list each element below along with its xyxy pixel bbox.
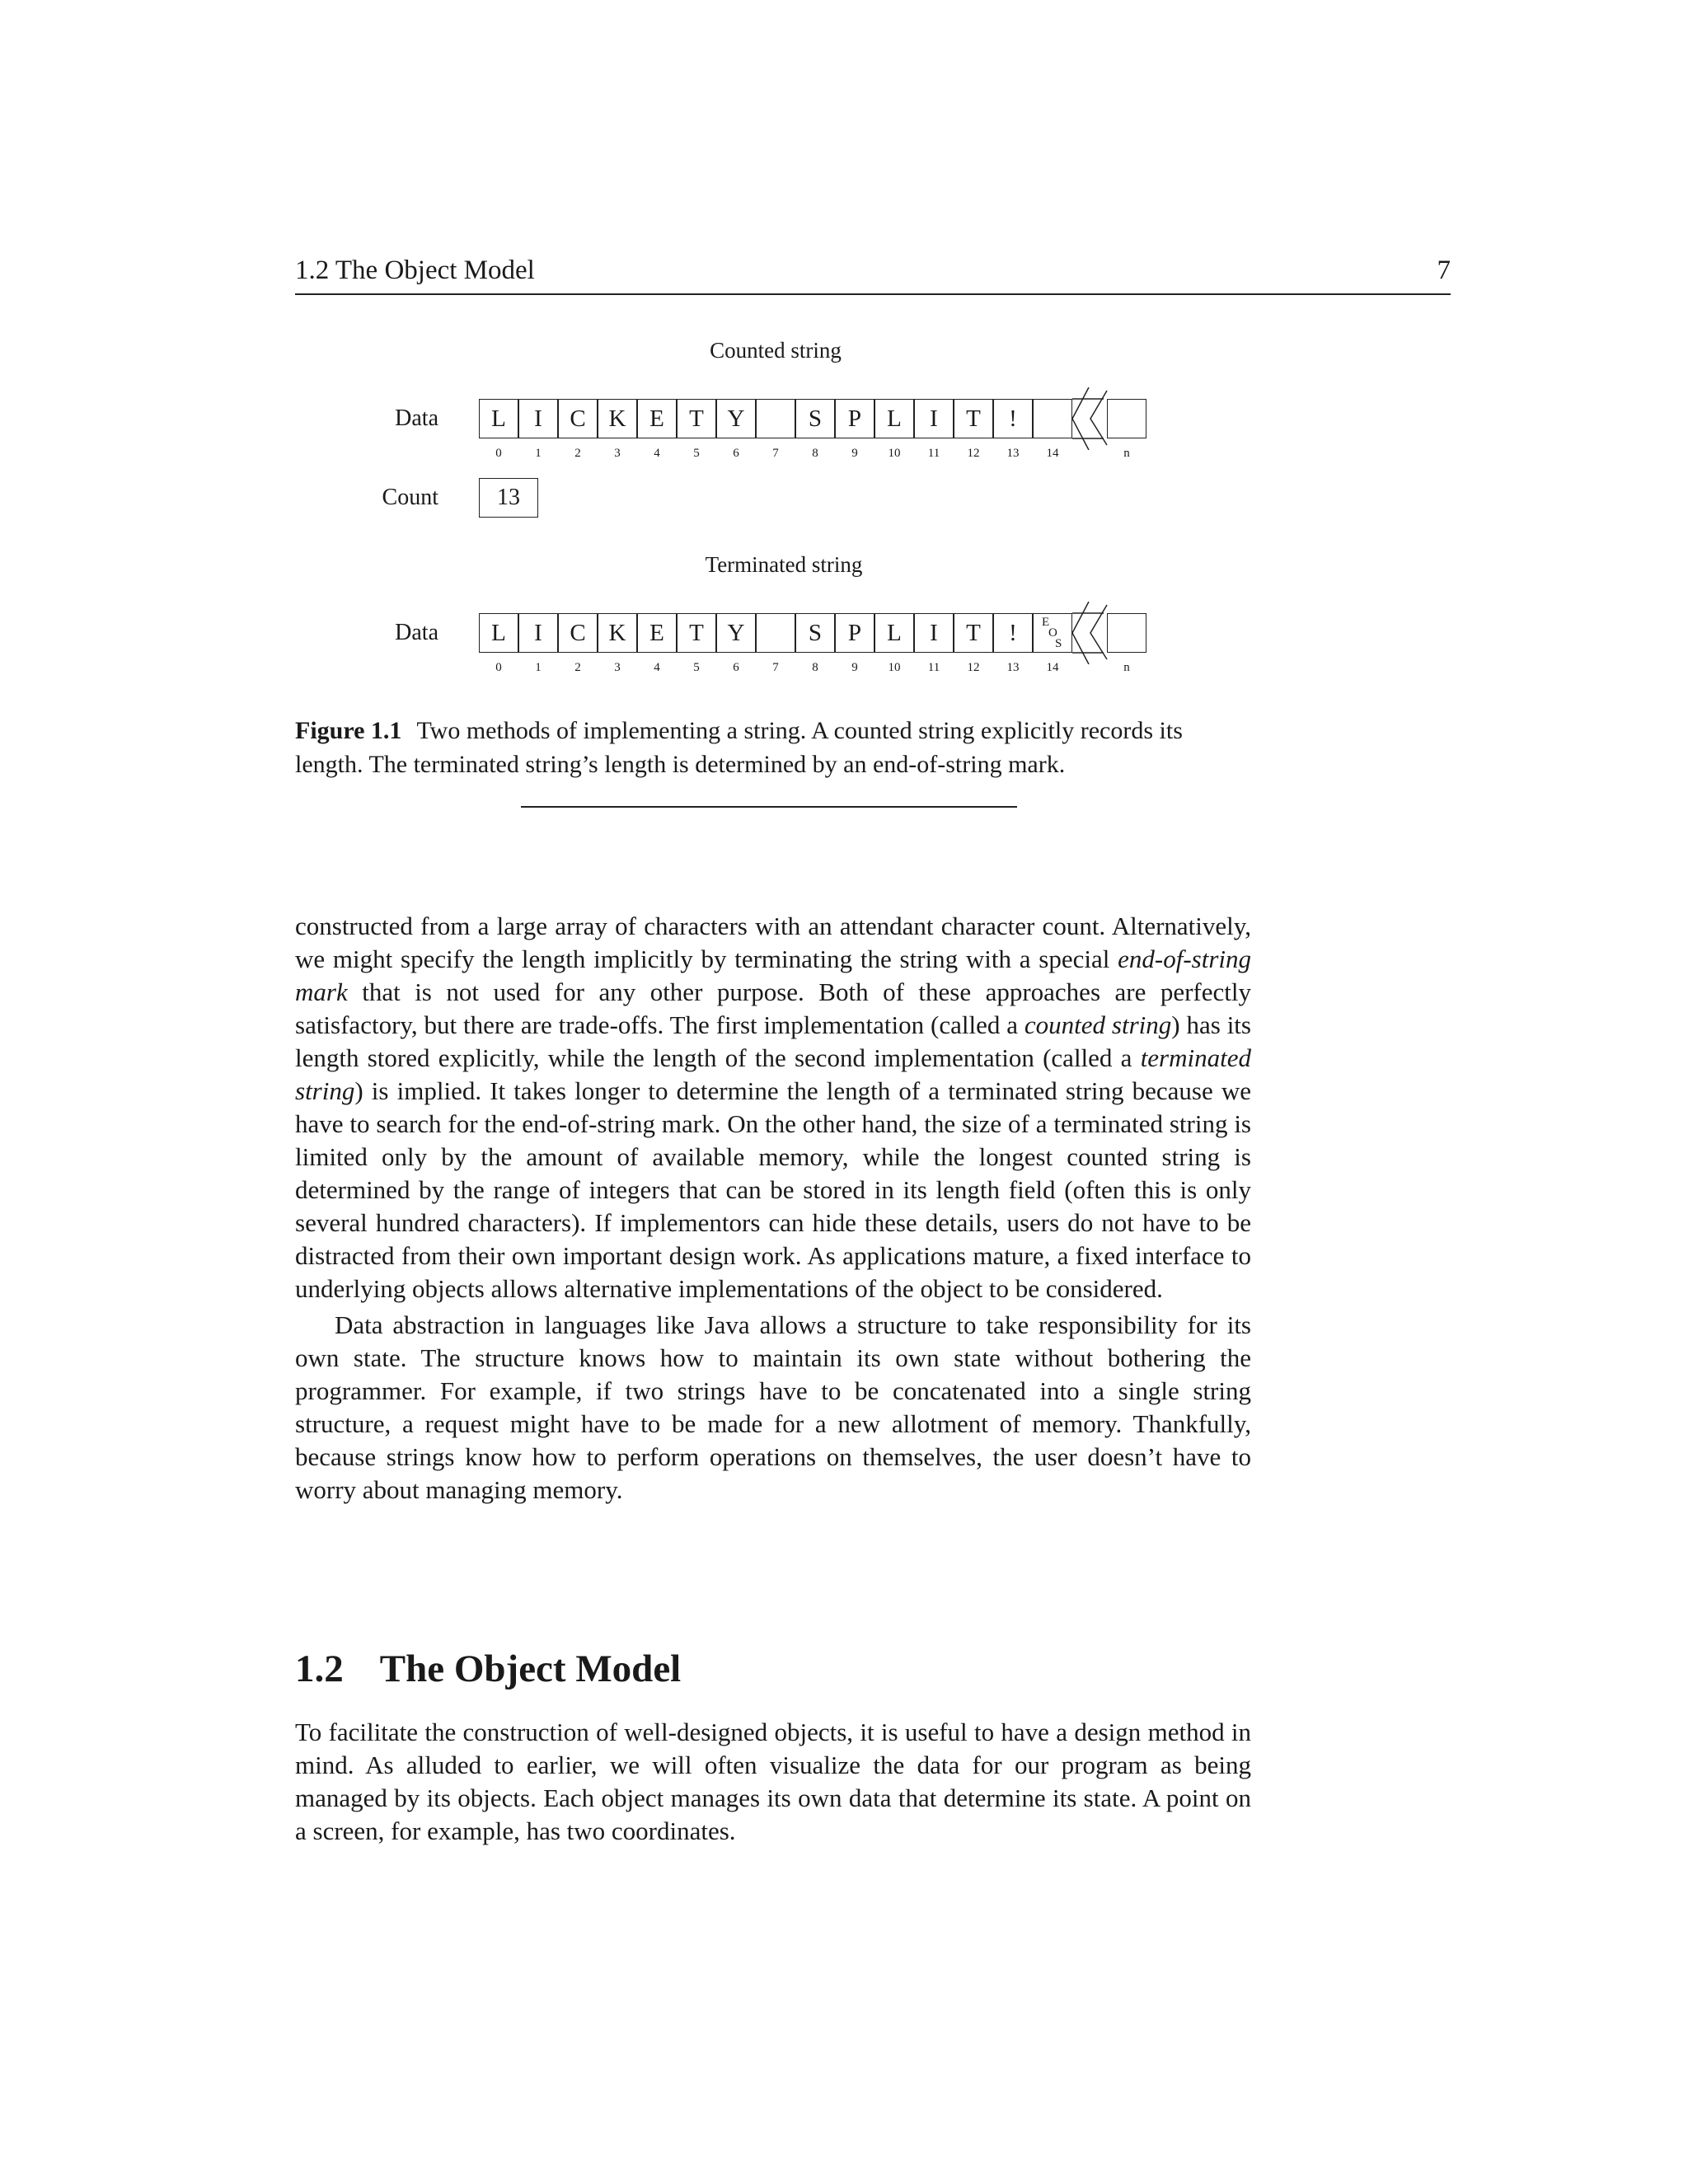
counted-index-label: 1 [535, 447, 542, 460]
counted-index-label: 11 [927, 447, 940, 460]
counted-cell: Y [716, 399, 756, 438]
counted-index-label: 5 [693, 447, 700, 460]
count-box: 13 [479, 478, 538, 518]
p1-text-3: ) has its length stored explicitly, while the length of the second implementation (called a [295, 1010, 1251, 1072]
counted-cell: I [518, 399, 558, 438]
terminated-index-label: 1 [535, 661, 542, 674]
counted-cell: C [558, 399, 598, 438]
terminated-data-label: Data [395, 620, 438, 645]
counted-index-label: 13 [1006, 447, 1020, 460]
counted-index-label: 4 [654, 447, 660, 460]
p1-term-end-of-string-mark: end-of-string mark [295, 944, 1251, 1006]
counted-cell-n [1107, 399, 1146, 438]
counted-cell: E [637, 399, 677, 438]
eos-letter: S [1055, 637, 1062, 650]
p1-term-counted-string: counted string [1024, 1010, 1172, 1039]
terminated-index-label: 5 [693, 661, 700, 674]
count-label: Count [382, 485, 438, 510]
terminated-cell: C [558, 613, 598, 653]
terminated-cell: S [795, 613, 835, 653]
section-heading [295, 1647, 681, 1691]
terminated-cell: I [914, 613, 954, 653]
page-number: 7 [1437, 255, 1451, 285]
caption-text: Two methods of implementing a string. A counted string explicitly records its length. The terminated string’s length is determined by an end-of-string mark. [295, 717, 1183, 778]
paragraph-3-text: To facilitate the construction of well-designed objects, it is useful to have a design method in mind. As alluded to earlier, we will often visualize the data for our program as being managed by its objects. Each object manages its own data that determine its state. A point on a screen, for example, has two coordinates. [295, 1718, 1251, 1845]
terminated-cell: P [835, 613, 874, 653]
counted-index-label: 6 [733, 447, 739, 460]
terminated-index-label: 3 [614, 661, 621, 674]
eos-letter: E [1042, 616, 1050, 629]
counted-cell: T [677, 399, 716, 438]
counted-index-label: 7 [772, 447, 779, 460]
body-paragraph-2: Data abstraction in languages like Java allows a structure to take responsibility for its own state. The structure knows how to maintain its own state without bothering the programmer. For example, if two strings have to be concatenated into a single string structure, a request might have to be made for a new allotment of memory. Thankfully, because strings know how to perform operations on themselves, the user doesn’t have to worry about managing memory. [295, 1310, 1251, 1504]
counted-index-label: 9 [851, 447, 858, 460]
p1-text-1: constructed from a large array of characters with an attendant character count. Alternatively, we might specify the length implicitly by terminating the string with a special [295, 912, 1251, 973]
terminated-index-label: 2 [574, 661, 581, 674]
counted-data-label: Data [395, 405, 438, 431]
terminated-index-label: 10 [888, 661, 901, 674]
terminated-index-label: 13 [1006, 661, 1020, 674]
counted-cell: ! [993, 399, 1033, 438]
counted-cell: P [835, 399, 874, 438]
p1-term-terminated-string: terminated string [295, 1043, 1251, 1105]
terminated-index-label: 9 [851, 661, 858, 674]
terminated-cell: T [677, 613, 716, 653]
terminated-eos-cell [1033, 613, 1072, 653]
terminated-cell-n [1107, 613, 1146, 653]
terminated-index-label: 11 [927, 661, 940, 674]
counted-index-label: 10 [888, 447, 901, 460]
terminated-index-label: 7 [772, 661, 779, 674]
terminated-index-label: 8 [812, 661, 818, 674]
figure-string-diagram [0, 0, 1688, 725]
counted-index-label: 3 [614, 447, 621, 460]
terminated-cell [756, 613, 795, 653]
terminated-cell: ! [993, 613, 1033, 653]
body-paragraph-3 [295, 1716, 1251, 1848]
counted-cell [1033, 399, 1072, 438]
terminated-cell: I [518, 613, 558, 653]
terminated-break-mark [1071, 602, 1112, 664]
running-head-title: 1.2 The Object Model [295, 255, 535, 285]
terminated-index-label: 6 [733, 661, 739, 674]
terminated-cell: T [954, 613, 993, 653]
terminated-index-label: 12 [967, 661, 980, 674]
counted-cell: L [479, 399, 518, 438]
terminated-cell: L [479, 613, 518, 653]
counted-index-n: n [1123, 447, 1130, 460]
counted-cell: K [598, 399, 637, 438]
eos-letter: O [1048, 626, 1057, 640]
terminated-cell: L [874, 613, 914, 653]
counted-index-label: 0 [495, 447, 502, 460]
body-paragraph-1 [295, 910, 1251, 1507]
caption-figure-number: Figure 1.1 [295, 717, 402, 744]
figure-rule [521, 806, 1017, 808]
terminated-cell: Y [716, 613, 756, 653]
section-number: 1.2 [295, 1647, 344, 1690]
terminated-string-title: Terminated string [705, 552, 863, 577]
terminated-index-label: 14 [1046, 661, 1059, 674]
p1-text-2: that is not used for any other purpose. Both of these approaches are perfectly satisfactory, but there are trade-offs. The first implementation (called a [295, 977, 1251, 1039]
counted-cell: S [795, 399, 835, 438]
counted-cell: I [914, 399, 954, 438]
counted-string-title: Counted string [710, 338, 842, 363]
p1-text-4: ) is implied. It takes longer to determine the length of a terminated string because we have to search for the end-of-string mark. On the other hand, the size of a terminated string is limited only by the amount of available memory, while the longest counted string is determined by the range of integers that can be stored in its length field (often this is only several hundred characters). If implementors can hide these details, users do not have to be distracted from their own important design work. As applications mature, a fixed interface to underlying objects allows alternative implementations of the object to be considered. [295, 1076, 1251, 1303]
counted-index-label: 12 [967, 447, 980, 460]
terminated-cell: K [598, 613, 637, 653]
terminated-cell: E [637, 613, 677, 653]
terminated-index-n: n [1123, 661, 1130, 674]
counted-cell: T [954, 399, 993, 438]
terminated-index-label: 4 [654, 661, 660, 674]
figure-caption [295, 714, 1251, 781]
counted-index-label: 2 [574, 447, 581, 460]
counted-index-label: 14 [1046, 447, 1059, 460]
counted-cell: L [874, 399, 914, 438]
counted-cell [756, 399, 795, 438]
counted-break-mark [1071, 387, 1112, 450]
section-title: The Object Model [379, 1647, 682, 1690]
counted-index-label: 8 [812, 447, 818, 460]
terminated-index-label: 0 [495, 661, 502, 674]
